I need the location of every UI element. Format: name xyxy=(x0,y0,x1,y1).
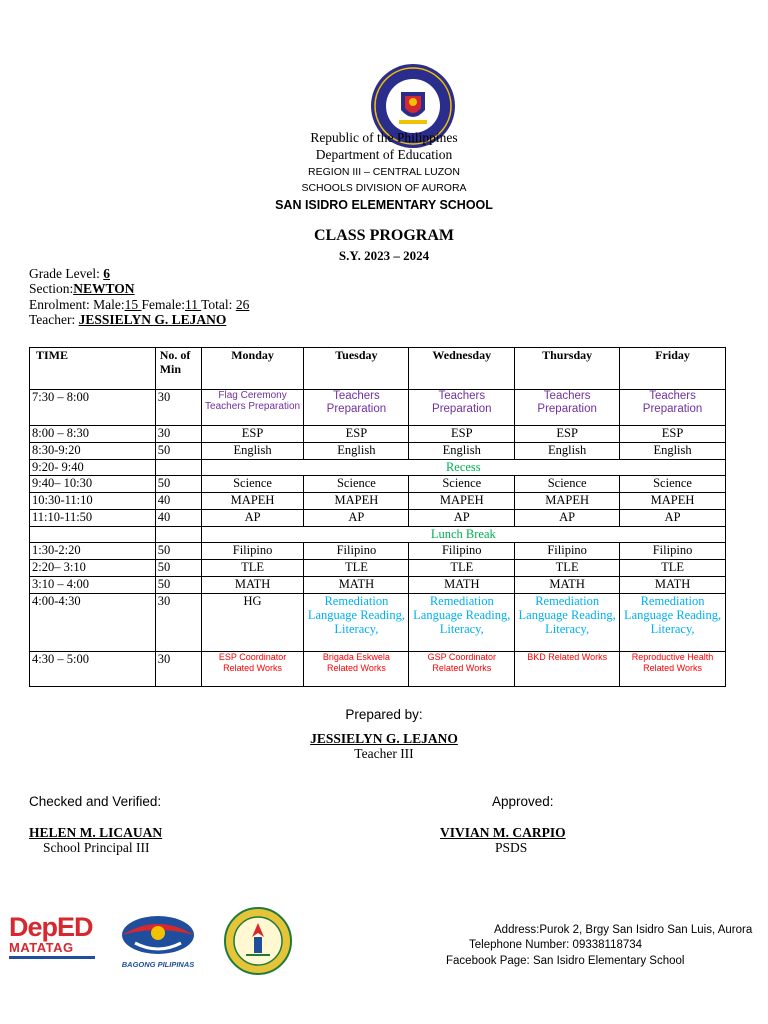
schedule-cell: MATH xyxy=(515,577,620,594)
time-cell: 8:30-9:20 xyxy=(30,443,156,460)
minutes-cell: 40 xyxy=(155,510,201,527)
schedule-cell: TLE xyxy=(409,560,515,577)
total-label: Total: xyxy=(201,297,236,312)
deped-logo-text: DepED xyxy=(9,912,93,942)
schedule-cell: MAPEH xyxy=(409,493,515,510)
table-row xyxy=(30,577,726,594)
schedule-cell: Remediation Language Reading, Literacy, xyxy=(304,594,409,652)
table-row xyxy=(30,594,726,652)
division-line: SCHOOLS DIVISION OF AURORA xyxy=(301,182,467,194)
schedule-cell: Science xyxy=(409,476,515,493)
time-cell xyxy=(30,527,156,543)
schedule-cell: HG xyxy=(201,594,304,652)
school-year: S.Y. 2023 – 2024 xyxy=(338,248,430,263)
schedule-cell: Filipino xyxy=(620,543,726,560)
schedule-cell: Science xyxy=(201,476,304,493)
schedule-cell: MAPEH xyxy=(515,493,620,510)
enrolment-label: Enrolment: Male: xyxy=(29,297,125,312)
table-row xyxy=(30,390,726,426)
table-row xyxy=(30,527,726,543)
schedule-cell: MATH xyxy=(620,577,726,594)
schedule-cell: MATH xyxy=(409,577,515,594)
schedule-cell: Science xyxy=(620,476,726,493)
schedule-cell: English xyxy=(409,443,515,460)
male-value: 15 xyxy=(124,297,142,312)
schedule-cell: Science xyxy=(515,476,620,493)
minutes-cell: 30 xyxy=(155,426,201,443)
schedule-cell: Filipino xyxy=(304,543,409,560)
recess-cell: Recess xyxy=(201,460,725,476)
school-telephone: Telephone Number: 09338118734 xyxy=(469,939,643,951)
table-row xyxy=(30,443,726,460)
bagong-pilipinas-text: BAGONG PILIPINAS xyxy=(121,960,195,969)
time-cell: 2:20– 3:10 xyxy=(30,560,156,577)
checked-by-name: HELEN M. LICAUAN xyxy=(29,825,163,840)
section-value: NEWTON xyxy=(73,281,135,296)
grade-label: Grade Level: xyxy=(29,266,104,281)
minutes-cell: 50 xyxy=(155,560,201,577)
schedule-cell: AP xyxy=(409,510,515,527)
schedule-cell: MATH xyxy=(304,577,409,594)
schedule-cell: MAPEH xyxy=(201,493,304,510)
schedule-cell: Reproductive Health Related Works xyxy=(620,652,726,687)
grade-value: 6 xyxy=(103,266,110,281)
minutes-cell: 30 xyxy=(155,652,201,687)
schedule-cell: AP xyxy=(201,510,304,527)
checked-by-label: Checked and Verified: xyxy=(29,794,162,809)
time-cell: 8:00 – 8:30 xyxy=(30,426,156,443)
region-line: REGION III – CENTRAL LUZON xyxy=(308,166,460,178)
schedule-cell: TLE xyxy=(620,560,726,577)
schedule-cell: MATH xyxy=(201,577,304,594)
minutes-cell: 30 xyxy=(155,594,201,652)
table-row xyxy=(30,652,726,687)
schedule-cell: Remediation Language Reading, Literacy, xyxy=(515,594,620,652)
schedule-cell: Flag Ceremony Teachers Preparation xyxy=(201,390,304,426)
minutes-cell: 30 xyxy=(155,390,201,426)
section-label: Section: xyxy=(29,281,74,296)
female-value: 11 xyxy=(184,297,202,312)
schedule-cell: ESP xyxy=(304,426,409,443)
schedule-cell: TLE xyxy=(515,560,620,577)
schedule-cell: Teachers Preparation xyxy=(515,390,620,426)
schedule-cell: English xyxy=(620,443,726,460)
minutes-cell: 50 xyxy=(155,577,201,594)
schedule-cell: ESP xyxy=(515,426,620,443)
schedule-cell: MAPEH xyxy=(304,493,409,510)
schedule-cell: BKD Related Works xyxy=(515,652,620,687)
schedule-cell: Remediation Language Reading, Literacy, xyxy=(409,594,515,652)
time-cell: 1:30-2:20 xyxy=(30,543,156,560)
matatag-logo-text: MATATAG xyxy=(9,940,74,955)
schedule-cell: ESP xyxy=(201,426,304,443)
schedule-cell: AP xyxy=(515,510,620,527)
schedule-cell: Brigada Eskwela Related Works xyxy=(304,652,409,687)
page-title: CLASS PROGRAM xyxy=(313,227,454,244)
time-cell: 7:30 – 8:00 xyxy=(30,390,156,426)
grade-level-line xyxy=(29,266,110,281)
schedule-cell: MAPEH xyxy=(620,493,726,510)
time-cell: 4:30 – 5:00 xyxy=(30,652,156,687)
time-cell: 3:10 – 4:00 xyxy=(30,577,156,594)
schedule-cell: English xyxy=(304,443,409,460)
schedule-cell: AP xyxy=(304,510,409,527)
header-tuesday: Tuesday xyxy=(304,348,409,390)
teacher-value: JESSIELYN G. LEJANO xyxy=(78,312,227,327)
teacher-label: Teacher: xyxy=(29,312,79,327)
minutes-cell: 50 xyxy=(155,443,201,460)
minutes-cell: 50 xyxy=(155,543,201,560)
enrolment-line xyxy=(29,297,249,312)
schedule-cell: Teachers Preparation xyxy=(304,390,409,426)
minutes-cell: 40 xyxy=(155,493,201,510)
table-row xyxy=(30,460,726,476)
school-seal-logo xyxy=(224,907,292,975)
schedule-cell: Filipino xyxy=(201,543,304,560)
header-friday: Friday xyxy=(620,348,726,390)
school-facebook: Facebook Page: San Isidro Elementary School xyxy=(446,955,685,967)
time-cell: 11:10-11:50 xyxy=(30,510,156,527)
teacher-line xyxy=(29,312,226,327)
time-cell: 9:20- 9:40 xyxy=(30,460,156,476)
schedule-cell: Filipino xyxy=(409,543,515,560)
checked-by-title: School Principal III xyxy=(43,840,150,855)
schedule-cell: ESP Coordinator Related Works xyxy=(201,652,304,687)
schedule-cell: Teachers Preparation xyxy=(620,390,726,426)
schedule-cell: English xyxy=(201,443,304,460)
bagong-pilipinas-logo xyxy=(115,913,201,969)
schedule-cell: Filipino xyxy=(515,543,620,560)
school-address: Address:Purok 2, Brgy San Isidro San Luis, Aurora xyxy=(494,924,753,936)
department-line: Department of Education xyxy=(315,147,453,162)
minutes-cell xyxy=(155,460,201,476)
prepared-by-title: Teacher III xyxy=(354,746,414,761)
header-wednesday: Wednesday xyxy=(409,348,515,390)
total-value: 26 xyxy=(235,297,250,312)
header-thursday: Thursday xyxy=(515,348,620,390)
header-monday: Monday xyxy=(201,348,304,390)
approved-by-label: Approved: xyxy=(492,794,554,809)
schedule-cell: TLE xyxy=(201,560,304,577)
class-program-table xyxy=(29,347,726,687)
prepared-by-label: Prepared by: xyxy=(345,707,423,722)
minutes-cell xyxy=(155,527,201,543)
schedule-cell: AP xyxy=(620,510,726,527)
table-row xyxy=(30,493,726,510)
time-cell: 10:30-11:10 xyxy=(30,493,156,510)
header-minutes: No. of Min xyxy=(155,348,201,390)
schedule-cell: TLE xyxy=(304,560,409,577)
minutes-cell: 50 xyxy=(155,476,201,493)
schedule-cell: Science xyxy=(304,476,409,493)
school-name: SAN ISIDRO ELEMENTARY SCHOOL xyxy=(275,198,493,212)
prepared-by-name: JESSIELYN G. LEJANO xyxy=(310,731,458,746)
schedule-cell: English xyxy=(515,443,620,460)
deped-matatag-logo xyxy=(9,913,99,965)
bagong-pilipinas-emblem-icon xyxy=(115,913,201,955)
republic-line: Republic of the Philippines xyxy=(310,130,458,145)
approved-by-title: PSDS xyxy=(495,840,528,855)
schedule-cell: GSP Coordinator Related Works xyxy=(409,652,515,687)
table-row xyxy=(30,426,726,443)
schedule-cell: ESP xyxy=(620,426,726,443)
lunch-break-cell: Lunch Break xyxy=(201,527,725,543)
female-label: Female: xyxy=(141,297,185,312)
table-header-row xyxy=(30,348,726,390)
time-cell: 9:40– 10:30 xyxy=(30,476,156,493)
table-row xyxy=(30,510,726,527)
table-row xyxy=(30,543,726,560)
schedule-cell: Remediation Language Reading, Literacy, xyxy=(620,594,726,652)
table-row xyxy=(30,560,726,577)
header-time: TIME xyxy=(30,348,156,390)
table-row xyxy=(30,476,726,493)
time-cell: 4:00-4:30 xyxy=(30,594,156,652)
schedule-cell: ESP xyxy=(409,426,515,443)
section-line xyxy=(29,281,135,296)
approved-by-name: VIVIAN M. CARPIO xyxy=(440,825,566,840)
schedule-cell: Teachers Preparation xyxy=(409,390,515,426)
